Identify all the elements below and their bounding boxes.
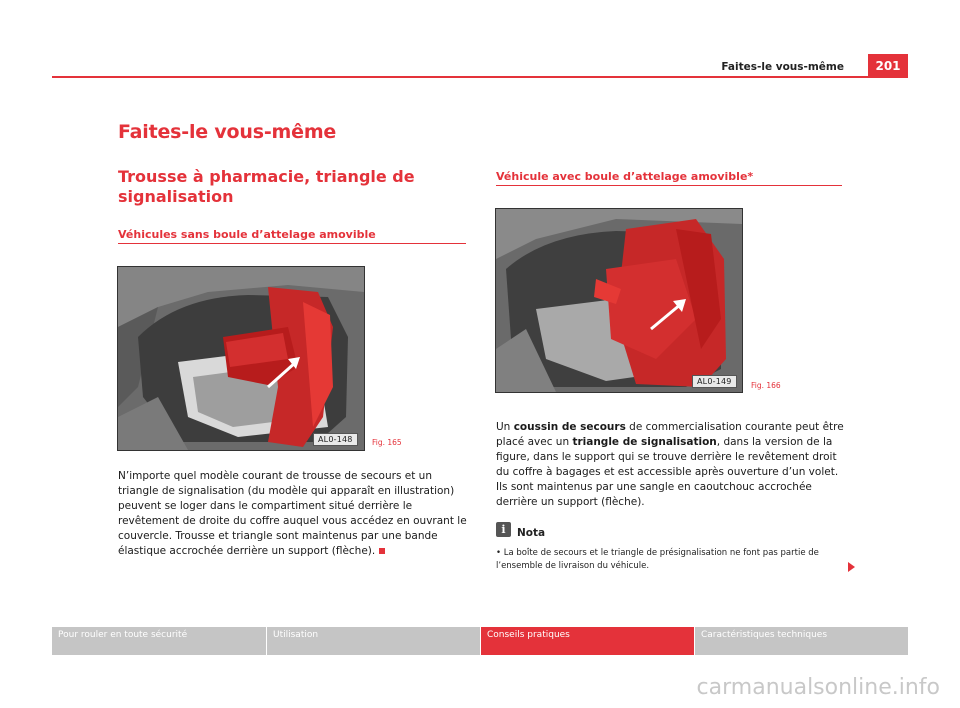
right-paragraph-bold-1: coussin de secours (513, 421, 626, 433)
left-subsection-rule (118, 243, 466, 244)
right-paragraph-text-3: , dans la version de la figure, dans le support qui se trouve derrière le revêtement droit du coffre à bagages et est accessible après ouverture d’un volet. Ils sont maintenus par une sangle en caoutchouc accrochée derrière un support (flèche). (496, 436, 839, 508)
section-title: Trousse à pharmacie, triangle de signalisation (118, 167, 415, 206)
figure-165-image (117, 266, 365, 451)
header-rule (52, 76, 908, 78)
footer-nav (52, 627, 908, 655)
right-paragraph (496, 420, 848, 510)
left-paragraph (118, 469, 470, 559)
footer-tab-practical-tips[interactable]: Conseils pratiques (480, 627, 694, 655)
right-subsection-rule (496, 185, 842, 186)
left-paragraph-text: N’importe quel modèle courant de trousse de secours et un triangle de signalisation (du modèle qui apparaît en illustration) peuvent se loger dans le compartiment situé derrière le revêtement de droite du coffre auquel vous accédez en ouvrant le couvercle. Trousse et triangle sont maintenus par une bande élastique accrochée derrière un support (flèche). (118, 470, 467, 557)
right-paragraph-text-2: de commercialisation courante peut être placé avec un (496, 421, 844, 448)
continue-arrow-icon[interactable] (848, 562, 855, 572)
right-subsection-title: Véhicule avec boule d’attelage amovible* (496, 170, 754, 183)
right-paragraph-text-1: Un (496, 421, 514, 433)
page-number: 201 (868, 54, 908, 77)
chapter-title: Faites-le vous-même (118, 121, 337, 143)
figure-166-image (495, 208, 743, 393)
right-paragraph-bold-2: triangle de signalisation (572, 436, 717, 448)
footer-tab-operation[interactable]: Utilisation (266, 627, 480, 655)
footer-tab-technical-specs[interactable]: Caractéristiques techniques (694, 627, 908, 655)
left-subsection-title: Véhicules sans boule d’attelage amovible (118, 228, 376, 241)
watermark: carmanualsonline.info (696, 675, 940, 700)
running-header-title: Faites-le vous-même (721, 61, 844, 73)
figure-166-label: Fig. 166 (751, 381, 781, 390)
footer-tab-safety[interactable]: Pour rouler en toute sécurité (52, 627, 266, 655)
figure-165-label: Fig. 165 (372, 438, 402, 447)
info-note-icon: i (496, 522, 511, 537)
section-end-marker (379, 548, 385, 554)
nota-text: • La boîte de secours et le triangle de présignalisation ne font pas partie de l’ensemble de livraison du véhicule. (496, 548, 819, 571)
figure-165-code: AL0-148 (313, 433, 358, 446)
nota-title: Nota (517, 527, 546, 539)
figure-166-code: AL0-149 (692, 375, 737, 388)
